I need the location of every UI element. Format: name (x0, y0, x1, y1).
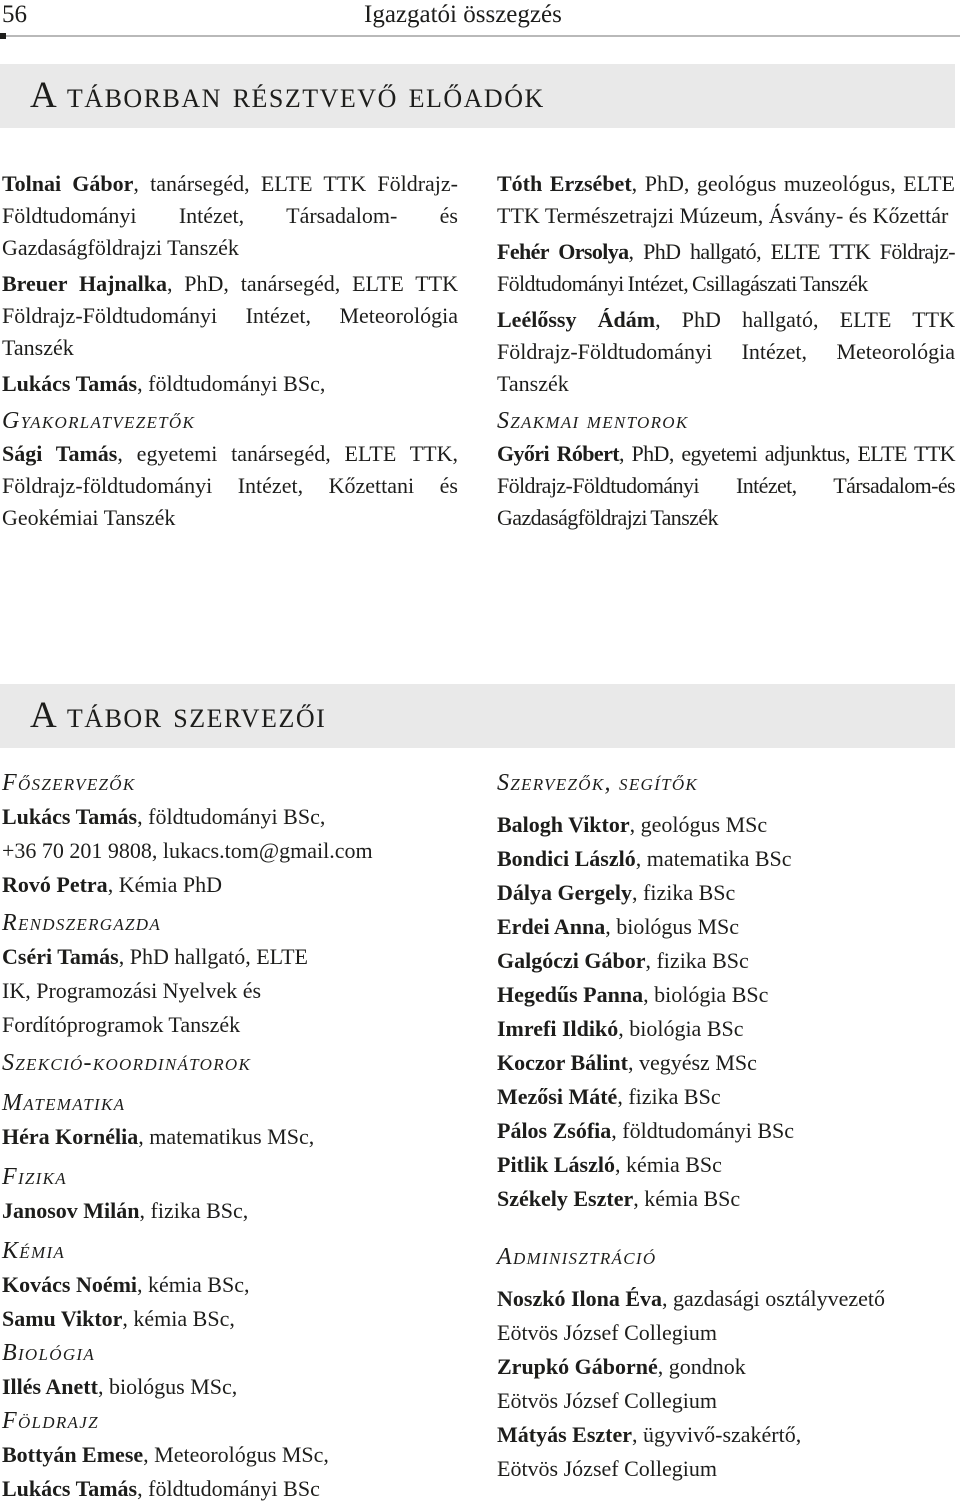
organizer-entry (2, 940, 462, 974)
organizer-role-line: IK, Programozási Nyelvek és (2, 978, 262, 1003)
admin-list (497, 1282, 955, 1486)
organizer-name: Janosov Milán (2, 1198, 140, 1223)
lecturer-entry (2, 168, 458, 264)
organizer-entry (2, 1302, 462, 1336)
organizer-name: Lukács Tamás (2, 1476, 138, 1501)
admin-org: Eötvös József Collegium (497, 1456, 717, 1481)
organizer-role: , Kémia PhD (107, 872, 222, 897)
lecturer-affiliation: , PhD hallgató, ELTE TTK Földrajz-Földtudományi Intézet, Meteorológia Tanszék (497, 307, 955, 396)
caption-chemistry: Kémia (2, 1238, 66, 1264)
admin-entry (497, 1282, 955, 1316)
organizer-role: , PhD hallgató, ELTE (118, 944, 308, 969)
helper-role: , biológus MSc (605, 914, 740, 939)
lecturer-name: Breuer Hajnalka (2, 271, 167, 296)
organizer-entry (2, 1472, 462, 1506)
helper-entry (497, 978, 955, 1012)
helper-name: Erdei Anna (497, 914, 606, 939)
lecturer-entry (2, 268, 458, 364)
caption-administration: Adminisztráció (497, 1244, 657, 1270)
lecturer-name: Lukács Tamás (2, 371, 138, 396)
running-title: Igazgatói összegzés (364, 1, 562, 28)
caption-physics: Fizika (2, 1164, 67, 1190)
helper-name: Bondici László (497, 846, 636, 871)
helper-entry (497, 1148, 955, 1182)
organizer-entry (2, 1370, 462, 1404)
subsection-caption-mentors: Szakmai mentorok (497, 408, 689, 434)
organizer-name: Héra Kornélia (2, 1124, 139, 1149)
helper-name: Székely Eszter (497, 1186, 634, 1211)
lecturers-section-band (0, 64, 955, 128)
lecturer-name: Sági Tamás (2, 441, 118, 466)
caption-mathematics: Matematika (2, 1090, 126, 1116)
lecturers-left-column (2, 168, 458, 538)
organizer-entry (2, 1438, 462, 1472)
helper-entry (497, 876, 955, 910)
lecturer-name: Tóth Erzsébet (497, 171, 632, 196)
organizer-role: , kémia BSc, (137, 1272, 250, 1297)
lecturer-affiliation: , PhD, egyetemi adjunktus, ELTE TTK Földrajz-Földtudományi Intézet, Társadalom-és Gazdaságföldrajzi Tanszék (497, 441, 955, 530)
lecturer-affiliation: , tanársegéd, ELTE TTK Földrajz-Földtudományi Intézet, Társadalom- és Gazdaságföldrajzi Tanszék (2, 171, 458, 260)
admin-role: , ügyvivő-szakértő, (632, 1422, 802, 1447)
helper-role: , fizika BSc (617, 1084, 721, 1109)
caption-sysadmin: Rendszergazda (2, 910, 162, 936)
helper-name: Pálos Zsófia (497, 1118, 612, 1143)
organizer-role: , Meteorológus MSc, (143, 1442, 329, 1467)
helper-name: Pitlik László (497, 1152, 615, 1177)
helper-role: , fizika BSc (645, 948, 749, 973)
helper-entry (497, 1046, 955, 1080)
organizer-name: Samu Viktor (2, 1306, 123, 1331)
organizer-role: , kémia BSc, (122, 1306, 235, 1331)
helper-name: Dálya Gergely (497, 880, 633, 905)
admin-org: Eötvös József Collegium (497, 1320, 717, 1345)
lecturer-name: Tolnai Gábor (2, 171, 134, 196)
admin-org: Eötvös József Collegium (497, 1388, 717, 1413)
organizer-role: , matematikus MSc, (138, 1124, 315, 1149)
lecturer-entry (2, 368, 458, 400)
lecturer-affiliation: , PhD, tanársegéd, ELTE TTK Földrajz-Földtudományi Intézet, Meteorológia Tanszék (2, 271, 458, 360)
helper-role: , geológus MSc (629, 812, 768, 837)
organizer-role-line: Fordítóprogramok Tanszék (2, 1012, 241, 1037)
helper-name: Hegedűs Panna (497, 982, 644, 1007)
helper-role: , fizika BSc (632, 880, 736, 905)
organizer-role: , földtudományi BSc, (137, 804, 326, 829)
admin-role: , gazdasági osztályvezető (662, 1286, 886, 1311)
helper-entry (497, 944, 955, 978)
helper-role: , matematika BSc (635, 846, 792, 871)
organizers-section-title: A tábor szervezői (30, 695, 327, 736)
caption-geography: Földrajz (2, 1408, 99, 1434)
caption-biology: Biológia (2, 1340, 96, 1366)
organizer-name: Lukács Tamás (2, 804, 138, 829)
lecturer-entry (497, 438, 955, 534)
page-header (0, 0, 960, 40)
helper-role: , vegyész MSc (627, 1050, 757, 1075)
lecturer-affiliation: , PhD, geológus muzeológus, ELTE TTK Természetrajzi Múzeum, Ásvány- és Kőzettár (497, 171, 955, 228)
caption-main-organizers: Főszervezők (2, 770, 136, 796)
organizer-name: Cséri Tamás (2, 944, 119, 969)
helper-role: , földtudományi BSc (611, 1118, 795, 1143)
caption-helpers: Szervezők, segítők (497, 770, 699, 796)
helper-entry (497, 842, 955, 876)
organizer-name: Illés Anett (2, 1374, 98, 1399)
helper-role: , kémia BSc (633, 1186, 741, 1211)
caption-section-coordinators: Szekció-koordinátorok (2, 1050, 252, 1076)
lecturer-name: Fehér Orsolya (497, 239, 629, 264)
helper-entry (497, 1182, 955, 1216)
organizer-entry (2, 1194, 462, 1228)
admin-name: Zrupkó Gáborné (497, 1354, 658, 1379)
helper-name: Mezősi Máté (497, 1084, 618, 1109)
organizers-section-band (0, 684, 955, 748)
organizer-role: , fizika BSc, (139, 1198, 249, 1223)
helper-entry (497, 1080, 955, 1114)
organizer-name: Bottyán Emese (2, 1442, 144, 1467)
lecturer-name: Győri Róbert (497, 441, 619, 466)
helper-name: Imrefi Ildikó (497, 1016, 619, 1041)
organizer-name: Kovács Noémi (2, 1272, 138, 1297)
helper-role: , biológia BSc (618, 1016, 744, 1041)
lecturer-affiliation: , földtudományi BSc, (137, 371, 326, 396)
organizer-role: , biológus MSc, (97, 1374, 238, 1399)
subsection-caption-instructors: Gyakorlatvezetők (2, 408, 196, 434)
organizer-entry (2, 800, 462, 834)
helper-name: Balogh Viktor (497, 812, 630, 837)
lecturers-right-column (497, 168, 955, 538)
helper-name: Koczor Bálint (497, 1050, 628, 1075)
organizer-entry (2, 1268, 462, 1302)
helper-name: Galgóczi Gábor (497, 948, 646, 973)
organizer-contact: +36 70 201 9808, lukacs.tom@gmail.com (2, 838, 373, 863)
helper-entry (497, 1114, 955, 1148)
helpers-list (497, 808, 955, 1216)
helper-role: , kémia BSc (614, 1152, 722, 1177)
header-rule (0, 35, 960, 37)
organizers-right-column (497, 766, 955, 1486)
admin-role: , gondnok (657, 1354, 746, 1379)
organizers-left-column (2, 766, 462, 1506)
lecturer-name: Leélőssy Ádám (497, 307, 656, 332)
admin-name: Noszkó Ilona Éva (497, 1286, 663, 1311)
header-marker (0, 33, 6, 39)
organizer-name: Rovó Petra (2, 872, 108, 897)
organizer-entry (2, 868, 462, 902)
lecturer-affiliation: , egyetemi tanársegéd, ELTE TTK, Földrajz-földtudományi Intézet, Kőzettani és Geokémiai Tanszék (2, 441, 458, 530)
helper-entry (497, 910, 955, 944)
lecturer-affiliation: , PhD hallgató, ELTE TTK Földrajz-Földtudományi Intézet, Csillagászati Tanszék (497, 239, 955, 296)
organizer-role: , földtudományi BSc (137, 1476, 320, 1501)
lecturer-entry (2, 438, 458, 534)
lecturer-entry (497, 168, 955, 232)
helper-role: , biológia BSc (643, 982, 769, 1007)
lecturer-entry (497, 304, 955, 400)
lecturers-section-title: A táborban résztvevő előadók (30, 75, 545, 116)
organizer-entry (2, 1120, 462, 1154)
admin-entry (497, 1418, 955, 1452)
helper-entry (497, 808, 955, 842)
page-number: 56 (2, 1, 27, 28)
lecturer-entry (497, 236, 955, 300)
admin-name: Mátyás Eszter (497, 1422, 633, 1447)
admin-entry (497, 1350, 955, 1384)
helper-entry (497, 1012, 955, 1046)
